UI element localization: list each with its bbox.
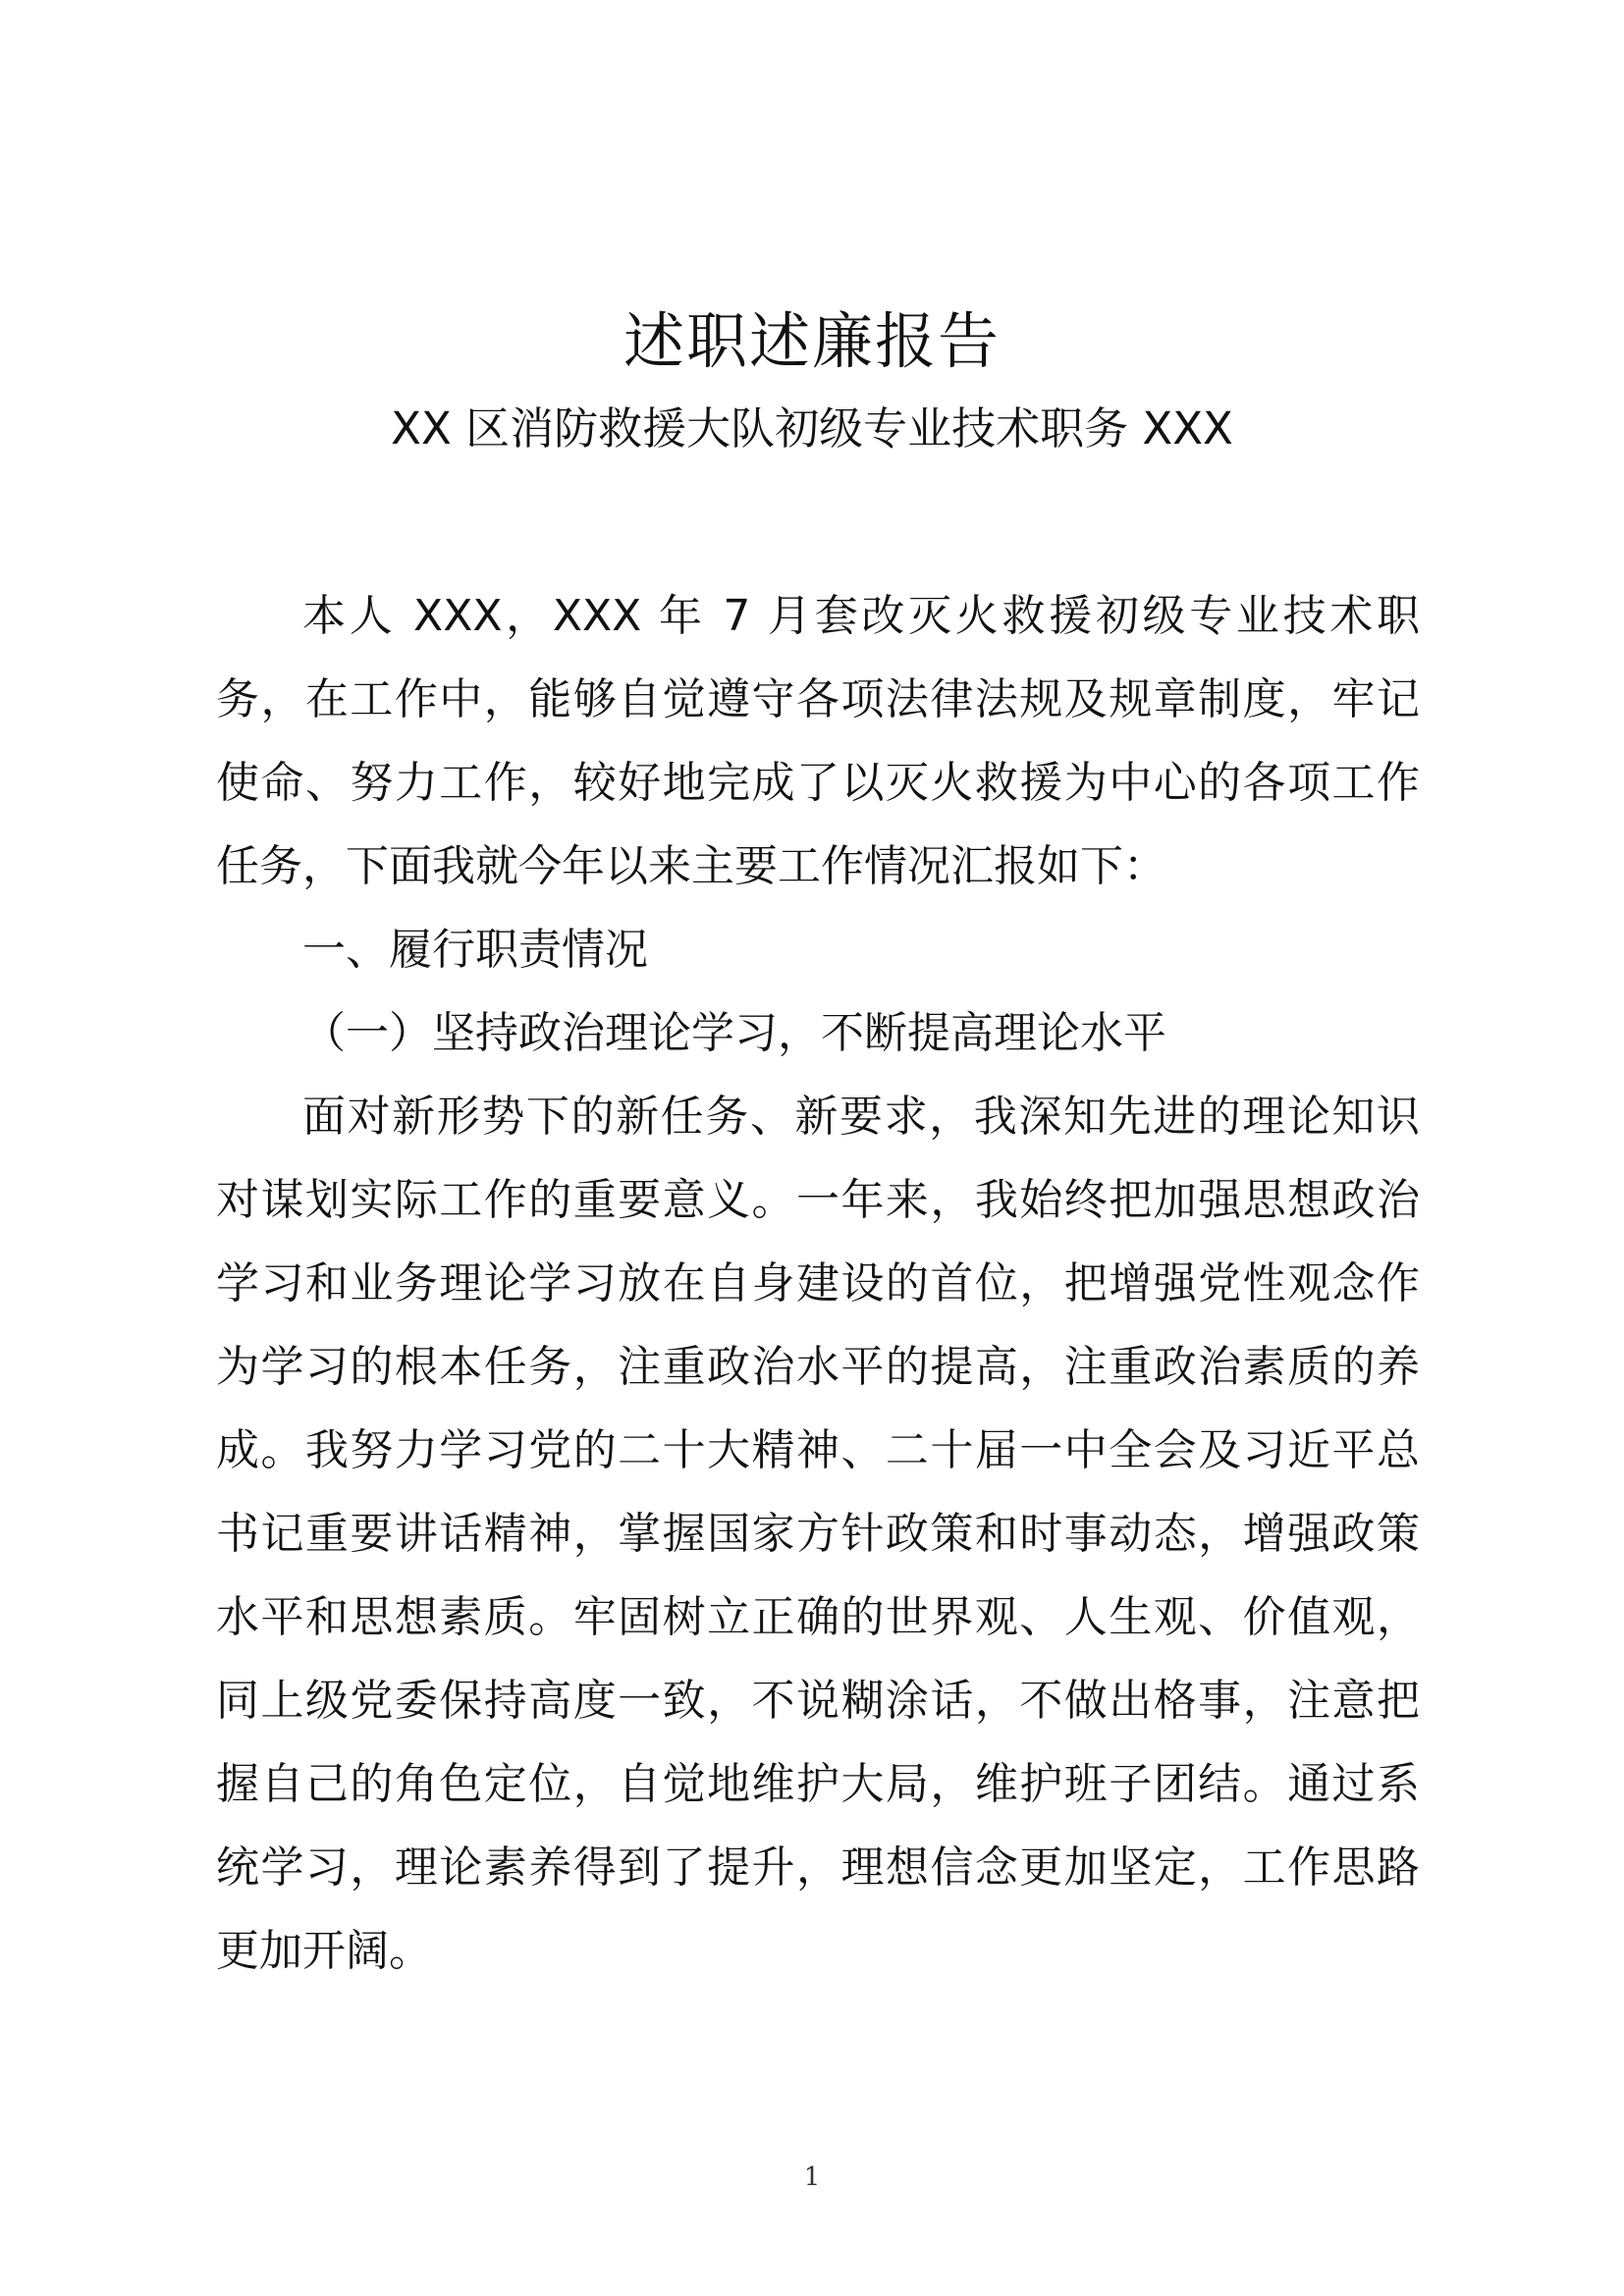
page-number: 1 bbox=[803, 2163, 821, 2192]
document-body bbox=[216, 574, 1420, 1993]
intro-paragraph: 本人 XXX，XXX 年 7 月套改灭火救援初级专业技术职务，在工作中，能够自觉遵守各项法律法规及规章制度，牢记使命、努力工作，较好地完成了以灭火救援为中心的各项工作任务，下面我就今年以来主要工作情况汇报如下： bbox=[216, 591, 1420, 891]
document-title: 述职述廉报告 bbox=[623, 305, 1001, 377]
document-subtitle: XX 区消防救援大队初级专业技术职务 XXX bbox=[391, 402, 1233, 454]
section-heading: 一、履行职责情况 bbox=[302, 925, 648, 975]
subsection-heading: （一）坚持政治理论学习，不断提高理论水平 bbox=[302, 1008, 1166, 1058]
body-paragraph: 面对新形势下的新任务、新要求，我深知先进的理论知识对谋划实际工作的重要意义。一年来，我始终把加强思想政治学习和业务理论学习放在自身建设的首位，把增强党性观念作为学习的根本任务，注重政治水平的提高，注重政治素质的养成。我努力学习党的二十大精神、二十届一中全会及习近平总书记重要讲话精神，掌握国家方针政策和时事动态，增强政策水平和思想素质。牢固树立正确的世界观、人生观、价值观，同上级党委保持高度一致，不说糊涂话，不做出格事，注意把握自己的角色定位，自觉地维护大局，维护班子团结。通过系统学习，理论素养得到了提升，理想信念更加坚定，工作思路更加开阔。 bbox=[216, 1092, 1420, 1976]
